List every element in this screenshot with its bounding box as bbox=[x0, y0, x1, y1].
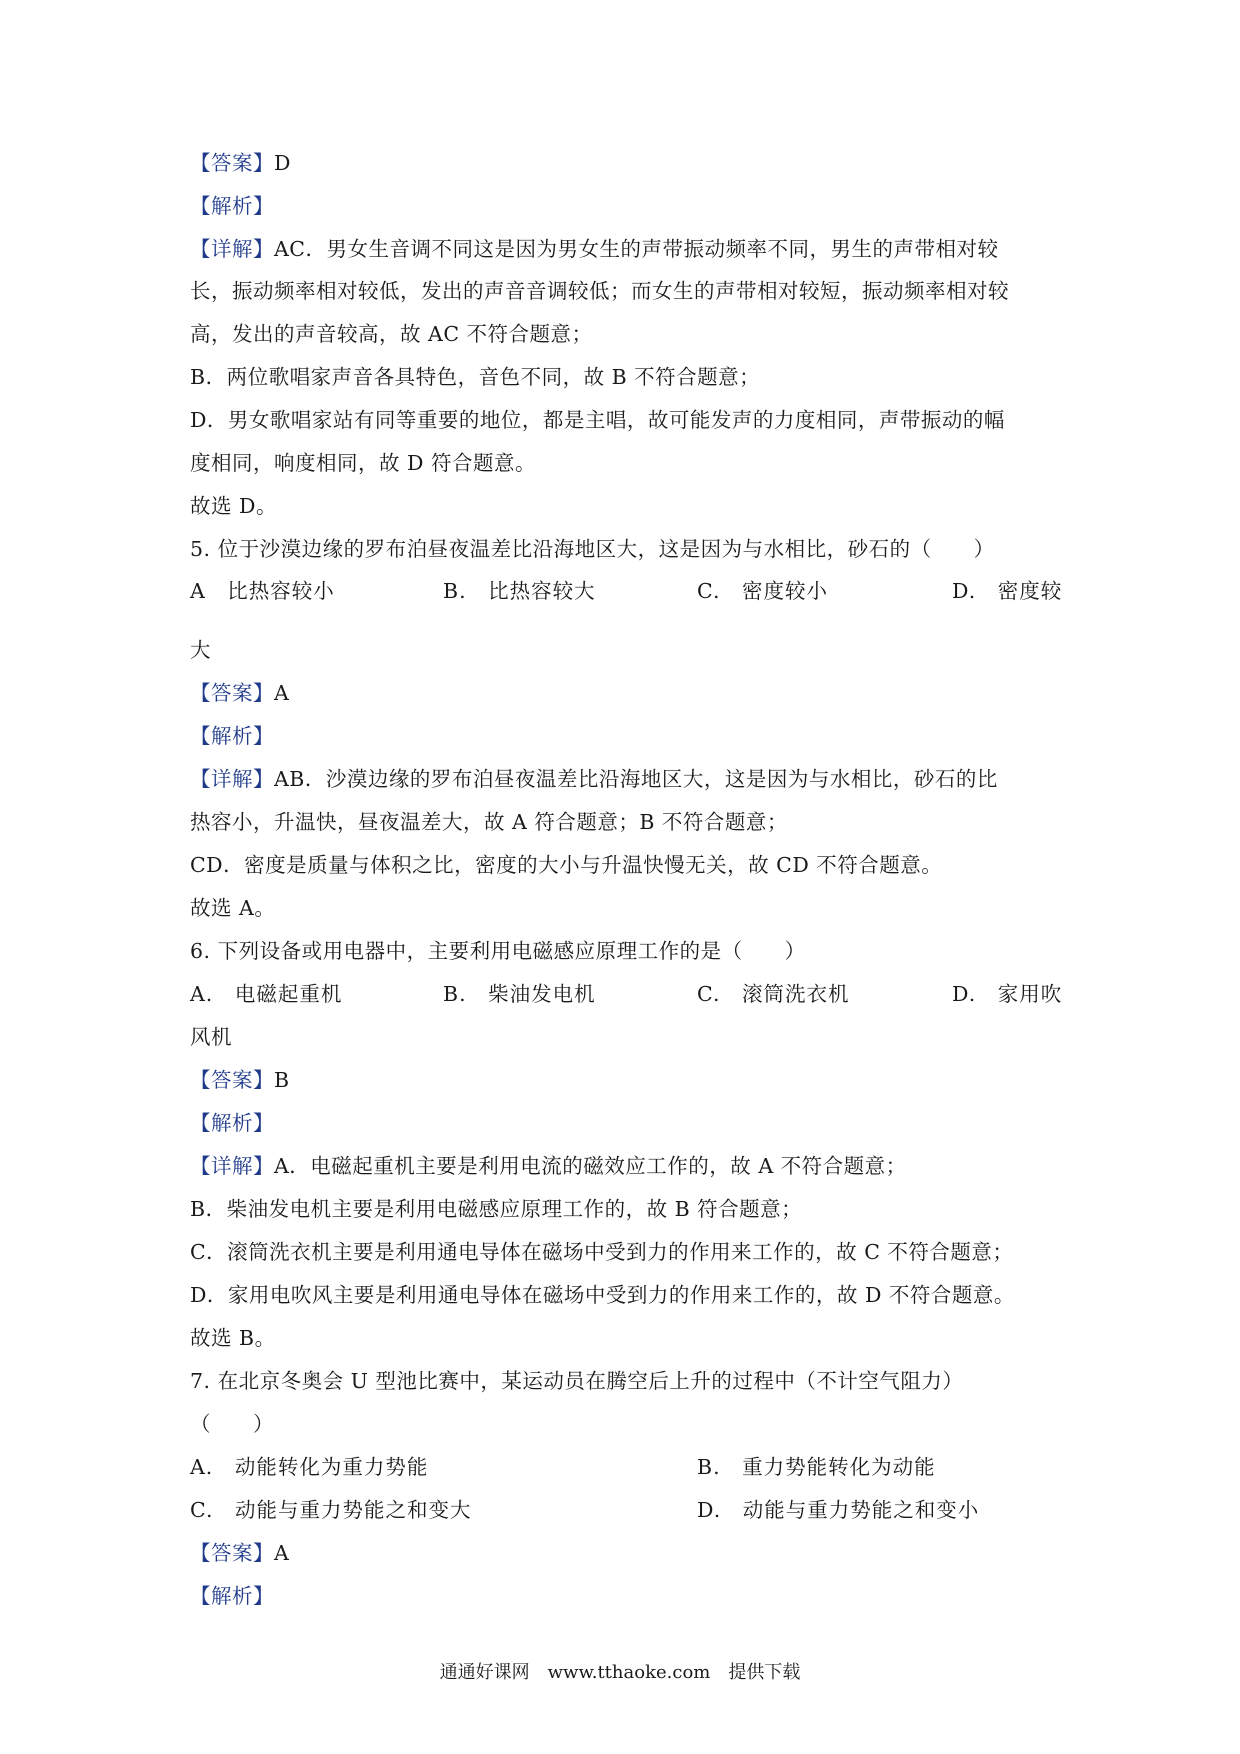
q5-option-a: A 比热容较小 bbox=[190, 579, 335, 603]
q7-analysis-tag: 【解析】 bbox=[190, 1584, 274, 1608]
q6-detail-line-4: D．家用电吹风主要是利用通电导体在磁场中受到力的作用来工作的，故 D 不符合题意。 bbox=[190, 1283, 1015, 1307]
q7-answer-line bbox=[190, 1538, 1090, 1568]
q7-question: 7. 在北京冬奥会 U 型池比赛中，某运动员在腾空后上升的过程中（不计空气阻力） bbox=[190, 1369, 964, 1393]
answer-value: A bbox=[274, 681, 290, 705]
q5-option-d: D. 密度较 bbox=[952, 579, 1063, 603]
answer-tag: 【答案】 bbox=[190, 151, 274, 175]
q6-detail-line-2: B．柴油发电机主要是利用电磁感应原理工作的，故 B 符合题意； bbox=[190, 1197, 803, 1221]
q4-detail-line-5: D．男女歌唱家站有同等重要的地位，都是主唱，故可能发声的力度相同，声带振动的幅 bbox=[190, 408, 1005, 432]
q6-analysis-tag: 【解析】 bbox=[190, 1111, 274, 1135]
q6-detail-line-3: C．滚筒洗衣机主要是利用通电导体在磁场中受到力的作用来工作的，故 C 不符合题意； bbox=[190, 1240, 1014, 1264]
q6-option-d: D. 家用吹 bbox=[952, 982, 1063, 1006]
q6-answer-line bbox=[190, 1065, 1090, 1095]
q4-detail-line-4: B．两位歌唱家声音各具特色，音色不同，故 B 不符合题意； bbox=[190, 365, 761, 389]
detail-tag: 【详解】 bbox=[190, 1154, 274, 1178]
answer-value: D bbox=[274, 151, 291, 175]
q5-option-wrap: 大 bbox=[190, 638, 211, 662]
q4-detail-line-2: 长，振动频率相对较低，发出的声音音调较低；而女生的声带相对较短，振动频率相对较 bbox=[190, 279, 1009, 303]
q5-question: 5. 位于沙漠边缘的罗布泊昼夜温差比沿海地区大，这是因为与水相比，砂石的（ ） bbox=[190, 537, 995, 561]
q6-conclusion: 故选 B。 bbox=[190, 1326, 276, 1350]
q6-question: 6. 下列设备或用电器中，主要利用电磁感应原理工作的是（ ） bbox=[190, 939, 806, 963]
answer-tag: 【答案】 bbox=[190, 681, 274, 705]
q7-option-c: C. 动能与重力势能之和变大 bbox=[190, 1498, 472, 1522]
q5-answer-line bbox=[190, 678, 1090, 708]
detail-tag: 【详解】 bbox=[190, 767, 274, 791]
answer-tag: 【答案】 bbox=[190, 1541, 274, 1565]
q6-option-a: A. 电磁起重机 bbox=[190, 982, 343, 1006]
q5-option-b: B. 比热容较大 bbox=[443, 579, 596, 603]
q4-detail-line-1: 【详解】AC．男女生音调不同这是因为男女生的声带振动频率不同，男生的声带相对较 bbox=[190, 237, 999, 261]
q5-detail-line-1: 【详解】AB．沙漠边缘的罗布泊昼夜温差比沿海地区大，这是因为与水相比，砂石的比 bbox=[190, 767, 998, 791]
q7-question-wrap: （ ） bbox=[190, 1412, 274, 1436]
q4-detail-line-6: 度相同，响度相同，故 D 符合题意。 bbox=[190, 451, 536, 475]
q5-analysis-tag: 【解析】 bbox=[190, 724, 274, 748]
q4-detail-line-3: 高，发出的声音较高，故 AC 不符合题意； bbox=[190, 322, 593, 346]
q6-option-b: B. 柴油发电机 bbox=[443, 982, 596, 1006]
q7-option-a: A. 动能转化为重力势能 bbox=[190, 1455, 429, 1479]
q6-option-wrap: 风机 bbox=[190, 1025, 232, 1049]
q6-option-c: C. 滚筒洗衣机 bbox=[697, 982, 850, 1006]
q5-option-c: C. 密度较小 bbox=[697, 579, 828, 603]
answer-tag: 【答案】 bbox=[190, 1068, 274, 1092]
q7-option-d: D. 动能与重力势能之和变小 bbox=[697, 1498, 980, 1522]
q5-detail-line-3: CD．密度是质量与体积之比，密度的大小与升温快慢无关，故 CD 不符合题意。 bbox=[190, 853, 943, 877]
q4-answer-line bbox=[190, 148, 1090, 178]
q7-option-b: B. 重力势能转化为动能 bbox=[697, 1455, 936, 1479]
answer-value: B bbox=[274, 1068, 290, 1092]
detail-tag: 【详解】 bbox=[190, 237, 274, 261]
q5-detail-line-2: 热容小，升温快，昼夜温差大，故 A 符合题意；B 不符合题意； bbox=[190, 810, 788, 834]
q4-analysis-tag: 【解析】 bbox=[190, 194, 274, 218]
q6-detail-line-1: 【详解】A．电磁起重机主要是利用电流的磁效应工作的，故 A 不符合题意； bbox=[190, 1154, 907, 1178]
q5-conclusion: 故选 A。 bbox=[190, 896, 276, 920]
page-footer: 通通好课网 www.tthaoke.com 提供下载 bbox=[439, 1662, 801, 1683]
answer-value: A bbox=[274, 1541, 290, 1565]
q4-conclusion: 故选 D。 bbox=[190, 494, 277, 518]
